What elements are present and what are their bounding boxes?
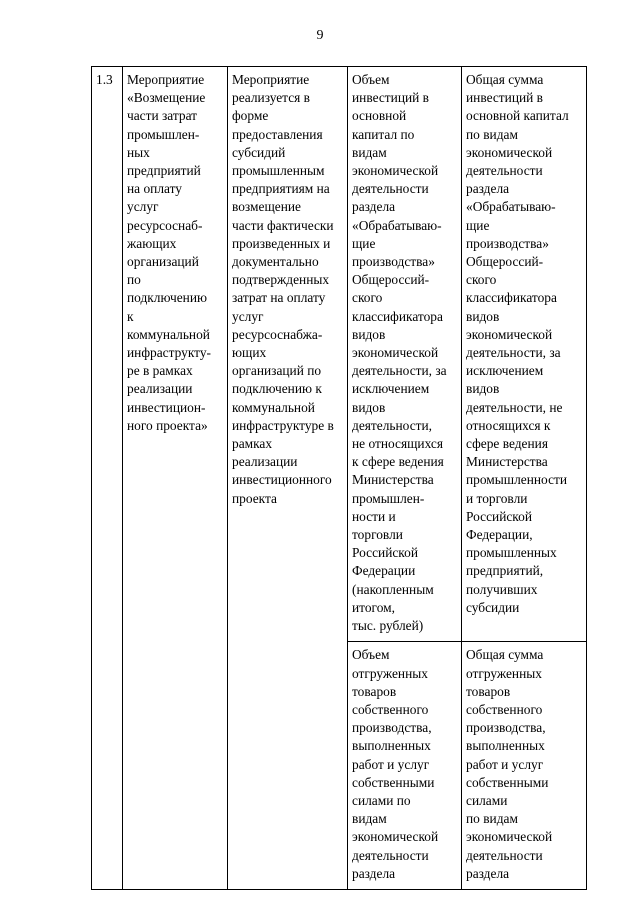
indicator-shipped-goods: Объем отгруженных товаров собственного производства, выполненных работ и услуг собственными силами по видам экономической деятельности раздела [352, 647, 439, 881]
row-number: 1.3 [96, 72, 113, 87]
measure-description-cell [228, 67, 348, 890]
method-shipped-goods: Общая сумма отгруженных товаров собственного производства, выполненных работ и услуг собственными силами по видам экономической деятельности раздела [466, 647, 553, 881]
method-cell [462, 642, 587, 890]
measure-description: Мероприятие реализуется в форме предоставления субсидий промышленным предприятиям на возмещение части фактически произведенных и документально подтвержденных затрат на оплату услуг ресурсоснабжа- ющих организаций по подключению к коммунальной инфраструктуре в рамках реализации инвестиционного проекта [232, 72, 334, 506]
method-cell [462, 67, 587, 642]
indicator-cell [348, 642, 462, 890]
table-row [92, 67, 587, 642]
measure-name-cell [123, 67, 228, 890]
method-investment: Общая сумма инвестиций в основной капитал по видам экономической деятельности раздела «Обрабатываю- щие производства» Общероссий- ского классификатора видов экономической деятельности, за исключением видов деятельности, не относящихся к сфере ведения Министерства промышленности и торговли Российской Федерации, промышленных предприятий, получивших субсидии [466, 72, 569, 615]
indicator-cell [348, 67, 462, 642]
measures-table [91, 66, 587, 890]
page-number: 9 [316, 28, 324, 43]
row-number-cell [92, 67, 123, 890]
measure-name: Мероприятие «Возмещение части затрат промышлен- ных предприятий на оплату услуг ресурсоснаб- жающих организаций по подключению к коммунальной инфраструкту- ре в рамках реализации инвестицион- ного проекта» [127, 72, 211, 433]
indicator-investment: Объем инвестиций в основной капитал по видам экономической деятельности раздела «Обрабатываю- щие производства» Общероссий- ского классификатора видов экономической деятельности, за исключением видов деятельности, не относящихся к сфере ведения Министерства промышлен- ности и торговли Российской Федерации (накопленным итогом, тыс. рублей) [352, 72, 447, 634]
